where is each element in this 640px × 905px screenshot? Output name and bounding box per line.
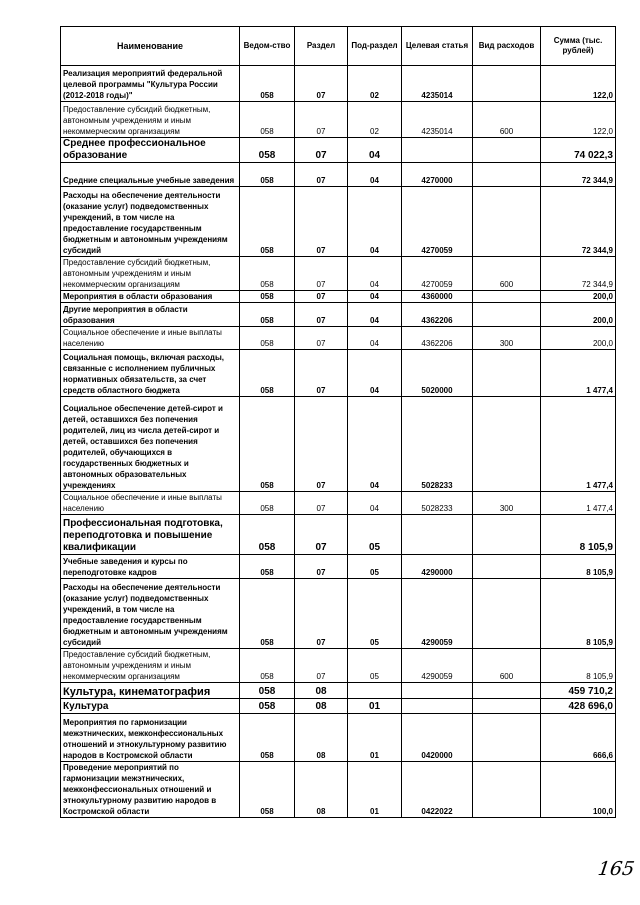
cell-vr: 600 — [473, 257, 541, 291]
cell-podrazdel: 05 — [348, 579, 402, 649]
cell-sum: 666,6 — [541, 714, 616, 762]
cell-razdel: 07 — [295, 492, 348, 515]
cell-sum: 8 105,9 — [541, 579, 616, 649]
cell-cs: 5020000 — [402, 350, 473, 397]
table-row — [61, 350, 616, 397]
cell-cs — [402, 138, 473, 163]
cell-razdel: 07 — [295, 555, 348, 579]
table-row — [61, 257, 616, 291]
cell-ved: 058 — [240, 699, 295, 714]
cell-sum: 8 105,9 — [541, 649, 616, 683]
cell-podrazdel: 04 — [348, 138, 402, 163]
cell-sum: 72 344,9 — [541, 187, 616, 257]
cell-vr: 600 — [473, 102, 541, 138]
cell-podrazdel: 02 — [348, 102, 402, 138]
cell-razdel: 07 — [295, 187, 348, 257]
cell-name: Социальное обеспечение детей-сирот и детей, оставшихся без попечения родителей, лиц из числа детей-сирот и детей, оставшихся без попечения родителей, обучающихся в государственных бюджетных и автономных образовательных учреждениях — [61, 397, 240, 492]
col-header-name: Наименование — [61, 27, 240, 66]
cell-cs: 4290059 — [402, 579, 473, 649]
cell-name: Другие мероприятия в области образования — [61, 303, 240, 327]
table-row — [61, 555, 616, 579]
cell-ved: 058 — [240, 163, 295, 187]
cell-sum: 122,0 — [541, 66, 616, 102]
cell-name: Среднее профессиональное образование — [61, 138, 240, 163]
cell-ved: 058 — [240, 714, 295, 762]
cell-ved: 058 — [240, 649, 295, 683]
cell-cs: 5028233 — [402, 397, 473, 492]
cell-ved: 058 — [240, 138, 295, 163]
table-row — [61, 66, 616, 102]
table-row — [61, 291, 616, 303]
cell-name: Учебные заведения и курсы по переподготовке кадров — [61, 555, 240, 579]
cell-podrazdel: 05 — [348, 555, 402, 579]
cell-vr — [473, 555, 541, 579]
table-row — [61, 515, 616, 555]
cell-razdel: 07 — [295, 102, 348, 138]
cell-ved: 058 — [240, 555, 295, 579]
cell-cs — [402, 683, 473, 699]
cell-name: Средние специальные учебные заведения — [61, 163, 240, 187]
cell-cs: 4362206 — [402, 327, 473, 350]
cell-podrazdel: 04 — [348, 187, 402, 257]
cell-podrazdel: 01 — [348, 699, 402, 714]
cell-razdel: 07 — [295, 257, 348, 291]
cell-ved: 058 — [240, 102, 295, 138]
cell-sum: 72 344,9 — [541, 257, 616, 291]
cell-razdel: 07 — [295, 397, 348, 492]
cell-podrazdel: 04 — [348, 257, 402, 291]
cell-razdel: 07 — [295, 327, 348, 350]
cell-vr — [473, 714, 541, 762]
cell-sum: 100,0 — [541, 762, 616, 818]
cell-razdel: 07 — [295, 163, 348, 187]
cell-podrazdel: 01 — [348, 762, 402, 818]
cell-cs: 4235014 — [402, 102, 473, 138]
cell-razdel: 08 — [295, 714, 348, 762]
cell-name: Социальное обеспечение и иные выплаты населению — [61, 327, 240, 350]
header-row — [61, 27, 616, 66]
cell-sum: 122,0 — [541, 102, 616, 138]
cell-name: Проведение мероприятий по гармонизации межэтнических, межконфессиональных отношений и этнокультурному развитию народов в Костромской области — [61, 762, 240, 818]
table-row — [61, 397, 616, 492]
col-header-exp-type: Вид расходов — [473, 27, 541, 66]
cell-name: Расходы на обеспечение деятельности (оказание услуг) подведомственных учреждений, в том числе на предоставление государственным бюджетным и автономным учреждениям субсидий — [61, 579, 240, 649]
cell-vr — [473, 397, 541, 492]
cell-podrazdel: 02 — [348, 66, 402, 102]
cell-vr: 300 — [473, 492, 541, 515]
cell-ved: 058 — [240, 683, 295, 699]
cell-razdel: 07 — [295, 303, 348, 327]
col-header-target: Целевая статья — [402, 27, 473, 66]
cell-podrazdel: 01 — [348, 714, 402, 762]
cell-name: Культура, кинематография — [61, 683, 240, 699]
cell-sum: 200,0 — [541, 291, 616, 303]
cell-cs: 4360000 — [402, 291, 473, 303]
cell-ved: 058 — [240, 762, 295, 818]
table-row — [61, 327, 616, 350]
cell-podrazdel: 04 — [348, 327, 402, 350]
cell-vr: 300 — [473, 327, 541, 350]
cell-name: Мероприятия в области образования — [61, 291, 240, 303]
cell-vr — [473, 303, 541, 327]
page-number: 165 — [596, 858, 636, 880]
cell-name: Реализация мероприятий федеральной целевой программы "Культура России (2012-2018 годы)" — [61, 66, 240, 102]
table-row — [61, 138, 616, 163]
cell-name: Социальное обеспечение и иные выплаты населению — [61, 492, 240, 515]
cell-vr — [473, 350, 541, 397]
cell-vr — [473, 762, 541, 818]
cell-sum: 1 477,4 — [541, 350, 616, 397]
cell-podrazdel: 04 — [348, 350, 402, 397]
col-header-sum: Сумма (тыс. рублей) — [541, 27, 616, 66]
cell-razdel: 07 — [295, 138, 348, 163]
cell-ved: 058 — [240, 579, 295, 649]
table-row — [61, 303, 616, 327]
cell-ved: 058 — [240, 303, 295, 327]
table-row — [61, 762, 616, 818]
cell-ved: 058 — [240, 257, 295, 291]
cell-name: Предоставление субсидий бюджетным, автономным учреждениям и иным некоммерческим организациям — [61, 257, 240, 291]
table-row — [61, 492, 616, 515]
cell-cs — [402, 515, 473, 555]
cell-vr: 600 — [473, 649, 541, 683]
cell-vr — [473, 515, 541, 555]
cell-podrazdel: 04 — [348, 397, 402, 492]
cell-cs: 4235014 — [402, 66, 473, 102]
cell-podrazdel: 04 — [348, 163, 402, 187]
cell-razdel: 07 — [295, 291, 348, 303]
col-header-ved: Ведом-ство — [240, 27, 295, 66]
cell-razdel: 07 — [295, 515, 348, 555]
cell-vr — [473, 163, 541, 187]
cell-name: Предоставление субсидий бюджетным, автономным учреждениям и иным некоммерческим организациям — [61, 649, 240, 683]
table-row — [61, 683, 616, 699]
cell-vr — [473, 683, 541, 699]
cell-ved: 058 — [240, 291, 295, 303]
cell-cs — [402, 699, 473, 714]
cell-name: Расходы на обеспечение деятельности (оказание услуг) подведомственных учреждений, в том числе на предоставление государственным бюджетным и автономным учреждениям субсидий — [61, 187, 240, 257]
cell-podrazdel: 05 — [348, 649, 402, 683]
cell-sum: 459 710,2 — [541, 683, 616, 699]
cell-name: Культура — [61, 699, 240, 714]
table-row — [61, 187, 616, 257]
budget-table — [60, 26, 616, 818]
cell-vr — [473, 699, 541, 714]
cell-cs: 0420000 — [402, 714, 473, 762]
cell-vr — [473, 138, 541, 163]
cell-sum: 1 477,4 — [541, 397, 616, 492]
cell-cs: 4290059 — [402, 649, 473, 683]
col-header-podrazdel: Под-раздел — [348, 27, 402, 66]
table-row — [61, 649, 616, 683]
cell-cs: 4290000 — [402, 555, 473, 579]
cell-sum: 428 696,0 — [541, 699, 616, 714]
cell-vr — [473, 187, 541, 257]
cell-sum: 200,0 — [541, 327, 616, 350]
cell-ved: 058 — [240, 327, 295, 350]
cell-vr — [473, 66, 541, 102]
cell-ved: 058 — [240, 397, 295, 492]
cell-podrazdel: 04 — [348, 291, 402, 303]
cell-ved: 058 — [240, 492, 295, 515]
cell-razdel: 07 — [295, 649, 348, 683]
cell-podrazdel — [348, 683, 402, 699]
cell-razdel: 08 — [295, 683, 348, 699]
table-row — [61, 714, 616, 762]
cell-name: Мероприятия по гармонизации межэтнических, межконфессиональных отношений и этнокультурному развитию народов в Костромской области — [61, 714, 240, 762]
cell-sum: 200,0 — [541, 303, 616, 327]
cell-name: Социальная помощь, включая расходы, связанные с исполнением публичных нормативных обязательств, за счет средств областного бюджета — [61, 350, 240, 397]
cell-cs: 4270059 — [402, 187, 473, 257]
cell-podrazdel: 05 — [348, 515, 402, 555]
cell-razdel: 07 — [295, 579, 348, 649]
cell-ved: 058 — [240, 66, 295, 102]
table-row — [61, 163, 616, 187]
cell-cs: 4362206 — [402, 303, 473, 327]
cell-razdel: 07 — [295, 66, 348, 102]
cell-podrazdel: 04 — [348, 492, 402, 515]
cell-ved: 058 — [240, 515, 295, 555]
cell-sum: 72 344,9 — [541, 163, 616, 187]
cell-podrazdel: 04 — [348, 303, 402, 327]
table-row — [61, 579, 616, 649]
cell-ved: 058 — [240, 350, 295, 397]
cell-sum: 1 477,4 — [541, 492, 616, 515]
cell-vr — [473, 579, 541, 649]
cell-razdel: 07 — [295, 350, 348, 397]
cell-sum: 8 105,9 — [541, 555, 616, 579]
cell-sum: 74 022,3 — [541, 138, 616, 163]
cell-cs: 0422022 — [402, 762, 473, 818]
cell-cs: 5028233 — [402, 492, 473, 515]
table-row — [61, 102, 616, 138]
cell-cs: 4270059 — [402, 257, 473, 291]
table-row — [61, 699, 616, 714]
cell-vr — [473, 291, 541, 303]
cell-razdel: 08 — [295, 762, 348, 818]
cell-sum: 8 105,9 — [541, 515, 616, 555]
cell-razdel: 08 — [295, 699, 348, 714]
col-header-razdel: Раздел — [295, 27, 348, 66]
cell-name: Профессиональная подготовка, переподготовка и повышение квалификации — [61, 515, 240, 555]
cell-cs: 4270000 — [402, 163, 473, 187]
cell-ved: 058 — [240, 187, 295, 257]
cell-name: Предоставление субсидий бюджетным, автономным учреждениям и иным некоммерческим организациям — [61, 102, 240, 138]
